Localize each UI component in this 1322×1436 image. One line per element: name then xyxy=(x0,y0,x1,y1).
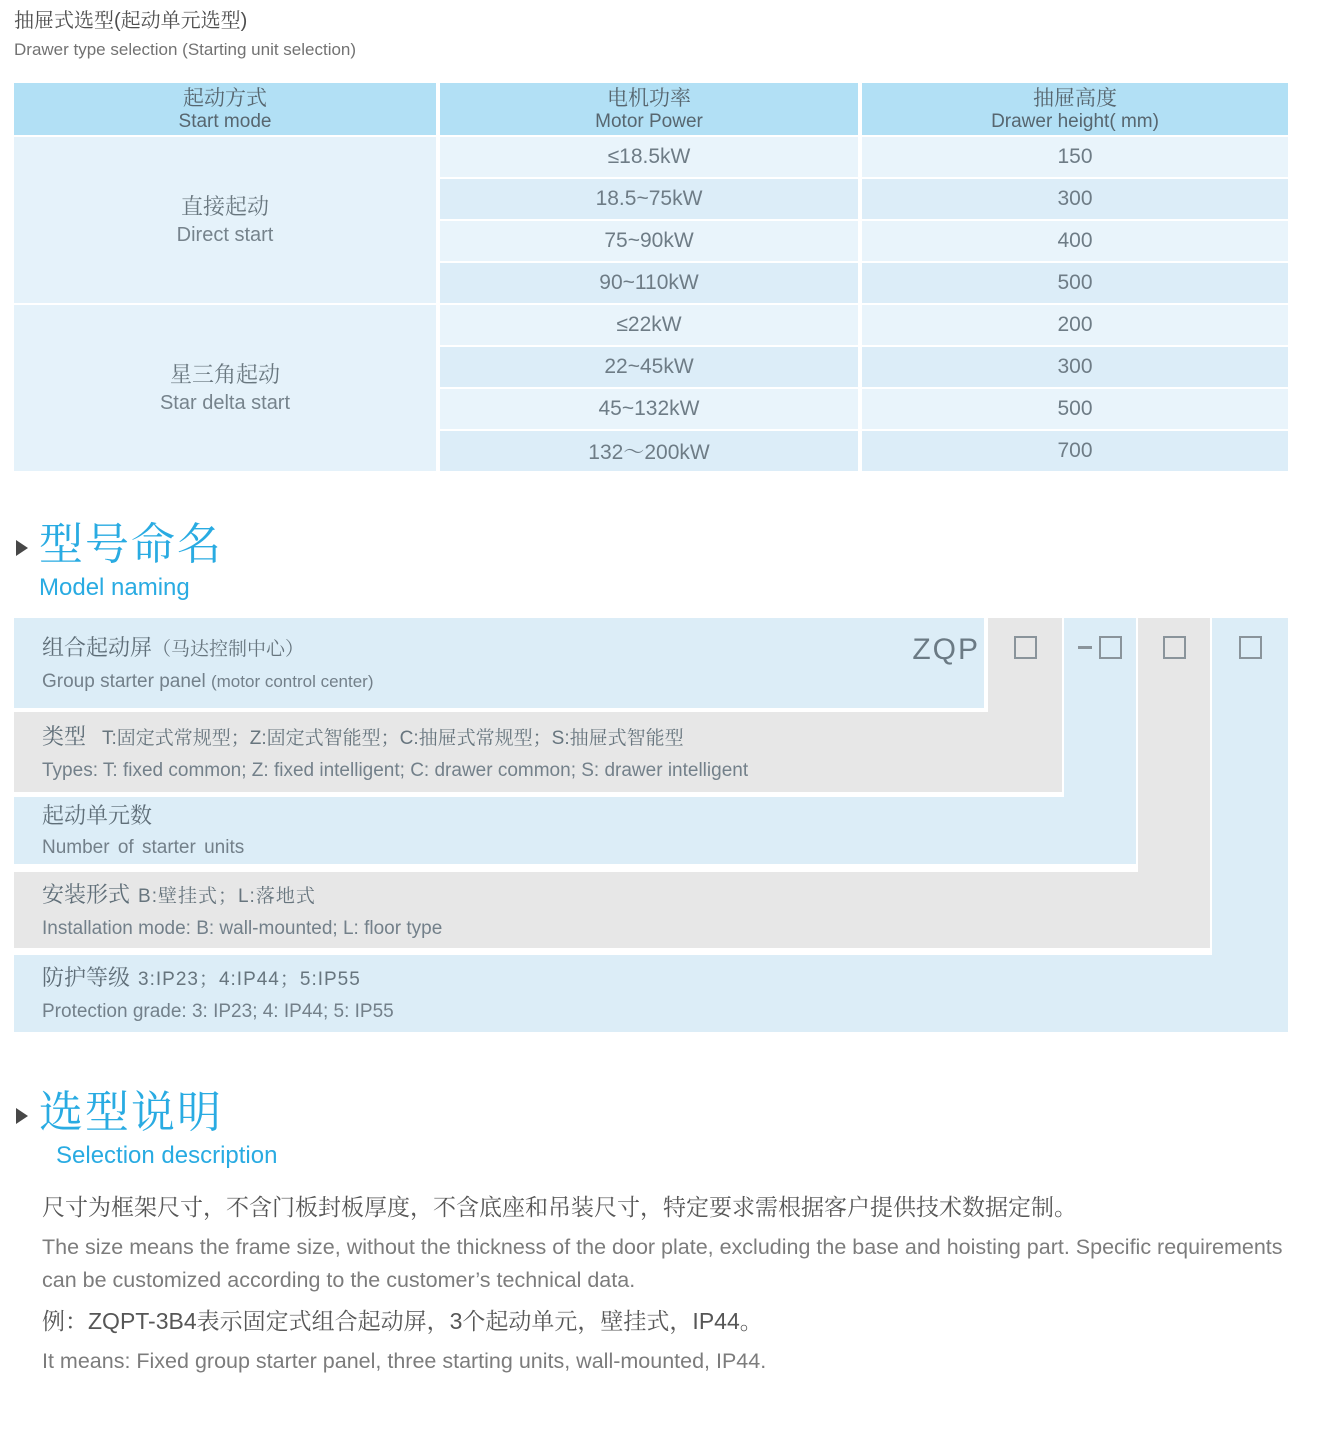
naming-row-protection-grade xyxy=(14,955,1288,1032)
naming-row4-en: Installation mode: B: wall-mounted; L: floor type xyxy=(42,917,443,939)
naming-row-installation-mode xyxy=(14,872,1210,948)
example-paragraph-zh: 例：ZQPT-3B4表示固定式组合起动屏，3个起动单元，壁挂式，IP44。 xyxy=(42,1308,763,1334)
selection-description-heading-zh: 选型说明 xyxy=(39,1088,223,1137)
model-naming-diagram xyxy=(14,618,1288,1032)
description-paragraph-en: The size means the frame size, without the thickness of the door plate, excluding the base and hoisting part. Specific requirements can be customized according to the customer’s technical data. xyxy=(42,1235,1283,1292)
section-arrow-icon xyxy=(16,540,28,556)
motor-power-cell: 18.5~75kW xyxy=(440,179,858,219)
start-mode-group-star-delta xyxy=(14,305,436,471)
motor-power-cell: 132～200kW xyxy=(440,431,858,471)
model-naming-heading-en: Model naming xyxy=(39,574,190,601)
drawer-height-cell: 500 xyxy=(862,263,1288,303)
drawer-height-cell: 300 xyxy=(862,347,1288,387)
motor-power-cell: 22~45kW xyxy=(440,347,858,387)
selection-description-heading-en: Selection description xyxy=(56,1142,278,1169)
naming-row5-en: Protection grade: 3: IP23; 4: IP44; 5: IP55 xyxy=(42,1001,394,1022)
drawer-height-cell: 700 xyxy=(862,431,1288,471)
col-header-motor-power-en: Motor Power xyxy=(595,110,703,132)
naming-row-group-starter-panel xyxy=(14,618,984,708)
section-arrow-icon xyxy=(16,1108,28,1124)
col-header-drawer-height xyxy=(862,83,1288,135)
col-header-start-mode-zh: 起动方式 xyxy=(183,86,267,110)
naming-row1-en-sub: (motor control center) xyxy=(210,671,374,691)
drawer-height-cell: 200 xyxy=(862,305,1288,345)
naming-row2-zh-sub: T:固定式常规型；Z:固定式智能型；C:抽屉式常规型；S:抽屉式智能型 xyxy=(102,727,684,749)
drawer-height-cell: 400 xyxy=(862,221,1288,261)
motor-power-cell: 75~90kW xyxy=(440,221,858,261)
naming-row2-zh: 类型 xyxy=(42,723,87,749)
naming-row5-zh: 防护等级 xyxy=(42,965,131,990)
naming-row5-zh-sub: 3:IP23；4:IP44；5:IP55 xyxy=(138,969,361,990)
motor-power-cell: 45~132kW xyxy=(440,389,858,429)
start-mode-star-delta-zh: 星三角起动 xyxy=(169,362,280,387)
motor-power-cell: ≤22kW xyxy=(440,305,858,345)
doc-title-zh: 抽屉式选型(起动单元选型) xyxy=(14,10,248,32)
col-header-motor-power-zh: 电机功率 xyxy=(607,86,691,110)
col-header-drawer-height-zh: 抽屉高度 xyxy=(1033,86,1117,110)
naming-row2-en: Types: T: fixed common; Z: fixed intelligent; C: drawer common; S: drawer intelligent xyxy=(42,759,749,781)
naming-row4-zh: 安装形式 xyxy=(42,881,131,907)
naming-row-types xyxy=(14,712,1062,792)
motor-power-cell: ≤18.5kW xyxy=(440,137,858,177)
code-placeholder-box-icon xyxy=(1239,636,1262,659)
drawer-height-cell: 300 xyxy=(862,179,1288,219)
code-dash-icon xyxy=(1078,646,1092,649)
col-header-start-mode xyxy=(14,83,436,135)
start-mode-direct-zh: 直接起动 xyxy=(180,194,269,219)
col-header-motor-power xyxy=(440,83,858,135)
model-naming-heading-zh: 型号命名 xyxy=(39,520,223,569)
code-placeholder-box-icon xyxy=(1099,636,1122,659)
naming-row3-en: Number of starter units xyxy=(42,837,245,858)
code-placeholder-box-icon xyxy=(1163,636,1186,659)
drawer-selection-table xyxy=(14,83,1288,471)
doc-title xyxy=(14,8,356,61)
motor-power-cell: 90~110kW xyxy=(440,263,858,303)
col-header-start-mode-en: Start mode xyxy=(178,110,272,132)
naming-row-starter-units xyxy=(14,797,1136,864)
start-mode-group-direct xyxy=(14,137,436,303)
selection-description-heading xyxy=(16,1088,277,1170)
naming-row1-zh-sub: （马达控制中心） xyxy=(152,638,305,660)
naming-row1-zh: 组合起动屏 xyxy=(42,634,153,660)
start-mode-direct-en: Direct start xyxy=(176,224,274,246)
example-paragraph-en: It means: Fixed group starter panel, three starting units, wall-mounted, IP44. xyxy=(42,1349,767,1373)
model-prefix-code: ZQP xyxy=(912,633,980,666)
code-placeholder-box-icon xyxy=(1014,636,1037,659)
description-paragraph-zh: 尺寸为框架尺寸，不含门板封板厚度，不含底座和吊装尺寸，特定要求需根据客户提供技术数据定制。 xyxy=(42,1194,1077,1220)
doc-title-en: Drawer type selection (Starting unit selection) xyxy=(14,40,357,59)
naming-row3-zh: 起动单元数 xyxy=(42,803,153,828)
drawer-height-cell: 500 xyxy=(862,389,1288,429)
selection-description-body xyxy=(42,1190,1292,1385)
start-mode-star-delta-en: Star delta start xyxy=(159,392,291,414)
naming-row4-zh-sub: B:壁挂式；L:落地式 xyxy=(138,885,316,907)
model-naming-heading xyxy=(16,520,223,602)
naming-row1-en: Group starter panel xyxy=(42,670,206,692)
col-header-drawer-height-en: Drawer height( mm) xyxy=(991,110,1159,132)
drawer-height-cell: 150 xyxy=(862,137,1288,177)
